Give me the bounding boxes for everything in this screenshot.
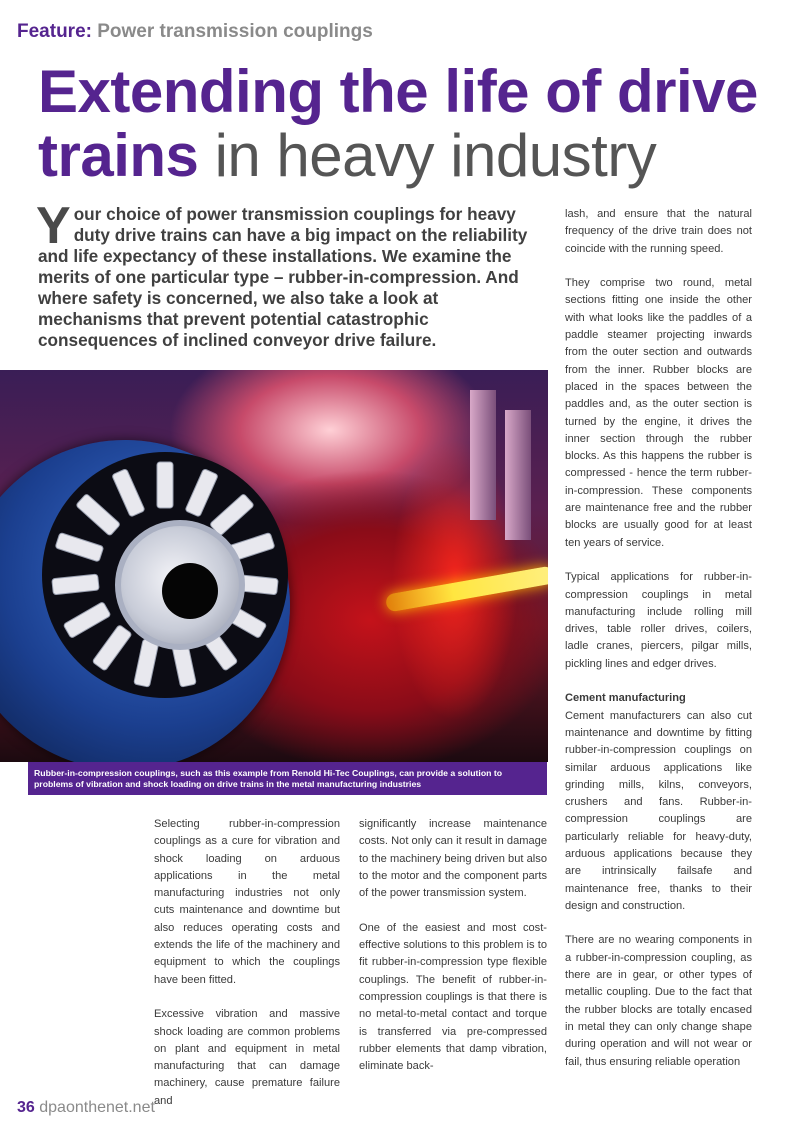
article-headline	[38, 60, 778, 188]
coupling-photo	[0, 370, 548, 762]
paragraph: lash, and ensure that the natural frequency of the drive train does not coincide with the running speed.	[565, 208, 752, 255]
paragraph: Typical applications for rubber-in-compression couplings in metal manufacturing include rolling mill drives, table roller drives, coilers, ladle cranes, piercers, pilgar mills, pickling lines and edger drives.	[565, 571, 752, 670]
feature-label: Feature:	[17, 21, 92, 42]
headline-light: in heavy industry	[214, 122, 657, 189]
column-left	[154, 816, 340, 1127]
feature-topic: Power transmission couplings	[97, 21, 373, 42]
intro-standfirst	[36, 197, 543, 351]
page-number: 36	[17, 1099, 35, 1116]
photo-caption: Rubber-in-compression couplings, such as this example from Renold Hi-Tec Couplings, can provide a solution to problems of vibration and shock loading on drive trains in the metal manufacturing industries	[28, 762, 547, 795]
site-link[interactable]: dpaonthenet.net	[39, 1099, 155, 1116]
factory-stack	[470, 390, 496, 520]
subheading-cement: Cement manufacturing	[565, 692, 686, 705]
drop-cap: Y	[36, 197, 71, 255]
paragraph: Selecting rubber-in-compression couplings as a cure for vibration and shock loading on arduous applications in the metal manufacturing industries not only cuts maintenance and downtime but also reduces operating costs and extends the life of the machinery and equipment to which the couplings have been fitted.	[154, 818, 340, 986]
column-right	[565, 206, 752, 1088]
paragraph: Excessive vibration and massive shock loading are common problems on plant and equipment in metal manufacturing that can damage machinery, cause premature failure and	[154, 1008, 340, 1107]
paragraph: One of the easiest and most cost-effective solutions to this problem is to fit rubber-in-compression type flexible couplings. The benefit of rubber-in-compression couplings is that there is no metal-to-metal contact and torque is transferred via pre-compressed rubber elements that damp vibration, eliminate back-	[359, 921, 547, 1073]
column-middle	[359, 816, 547, 1093]
page-footer	[17, 1099, 155, 1117]
paragraph: Cement manufacturers can also cut maintenance and downtime by fitting rubber-in-compression couplings on similar arduous applications like grinding mills, kilns, conveyors, crushers and fans. Rubber-in-compression couplings are particularly reliable for heavy-duty, arduous applications because they are intrinsically failsafe and maintenance free, thanks to their design and construction.	[565, 709, 752, 912]
intro-text: our choice of power transmission couplings for heavy duty drive trains can have a big impact on the reliability and life expectancy of these installations. We examine the merits of one particular type – rubber-in-compression. And where safety is concerned, we also take a look at mechanisms that prevent potential catastrophic consequences of inclined conveyor drive failure.	[38, 204, 528, 350]
paragraph: significantly increase maintenance costs. Not only can it result in damage to the machinery being driven but also to the motor and the component parts of the power transmission system.	[359, 818, 547, 900]
paragraph: There are no wearing components in a rubber-in-compression coupling, as there are in gear, or other types of metallic coupling. Due to the fact that the rubber blocks are totally encased in metal they can only change shape during operation and will not wear or fail, thus ensuring reliable operation	[565, 934, 752, 1068]
coupling-bore	[162, 563, 218, 619]
feature-header	[17, 21, 373, 43]
headline-bold: Extending the life of drive trains	[38, 58, 758, 189]
paragraph: They comprise two round, metal sections fitting one inside the other with what looks like the paddles of a paddle steamer projecting inwards from the outer section and outwards from the inner. Rubber blocks are placed in the spaces between the paddles and, as the outer section is turned by the engine, it drives the inner section through the rubber blocks. As this happens the rubber is compressed - hence the term rubber-in-compression. These components are maintenance free and the rubber blocks are usually good for at least ten years of service.	[565, 277, 752, 549]
hot-steel-beam	[385, 565, 548, 612]
factory-stack	[505, 410, 531, 540]
